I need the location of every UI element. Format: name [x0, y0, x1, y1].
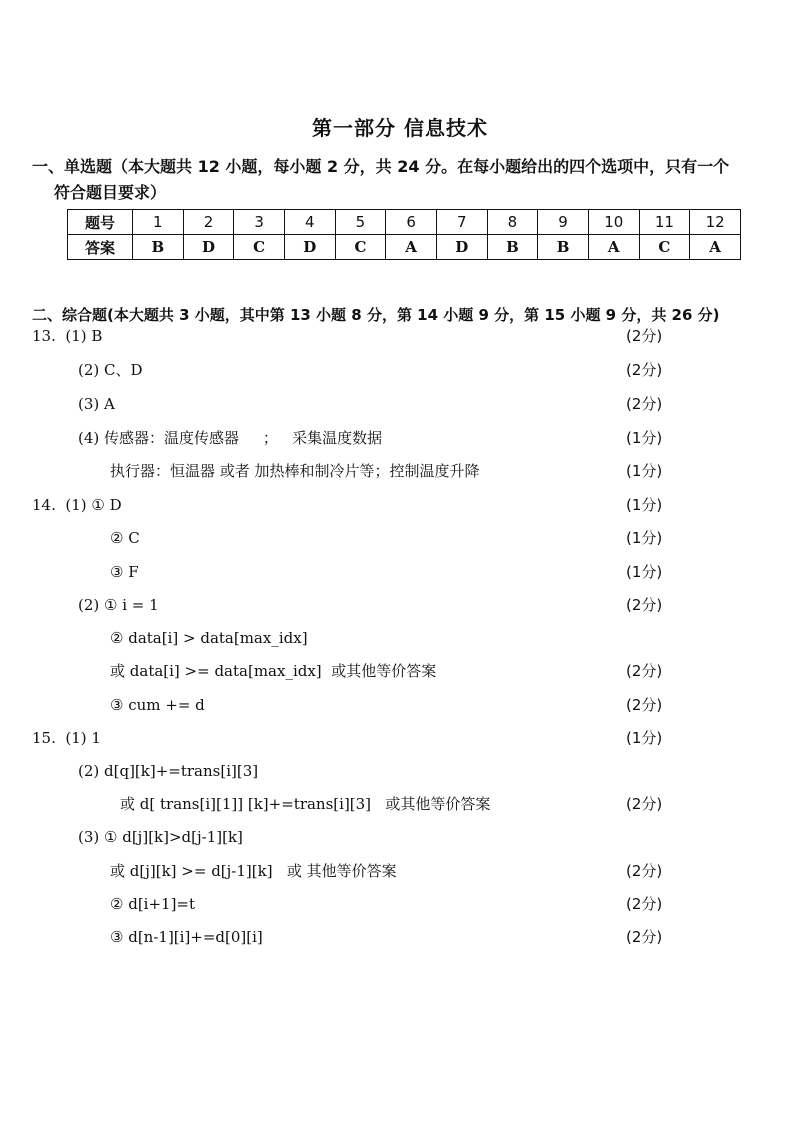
question-number: 2	[183, 210, 234, 235]
answer-line: (2) C、D	[78, 361, 143, 379]
question-number: 4	[284, 210, 335, 235]
answer-cell: B	[538, 235, 589, 260]
answer-line: (3) ① d[j][k]>d[j-1][k]	[78, 828, 243, 846]
question-number: 1	[133, 210, 184, 235]
answer-cell: D	[183, 235, 234, 260]
score-label: (1分)	[626, 529, 663, 547]
score-label: (1分)	[626, 462, 663, 480]
answer-line: 执行器：恒温器 或者 加热棒和制冷片等；控制温度升降	[110, 462, 480, 480]
question-number: 3	[234, 210, 285, 235]
answer-line: ③ F	[110, 563, 139, 581]
score-label: (1分)	[626, 429, 663, 447]
score-label: (2分)	[626, 696, 663, 714]
answer-cell: D	[284, 235, 335, 260]
question-number: 12	[690, 210, 741, 235]
answer-table	[67, 209, 741, 260]
question-number: 5	[335, 210, 386, 235]
question-number: 11	[639, 210, 690, 235]
score-label: (2分)	[626, 395, 663, 413]
row-label-answer: 答案	[68, 235, 133, 260]
answer-cell: A	[386, 235, 437, 260]
score-label: (2分)	[626, 361, 663, 379]
score-label: (1分)	[626, 563, 663, 581]
answer-line: ③ d[n-1][i]+=d[0][i]	[110, 928, 263, 946]
answer-line: (4) 传感器：温度传感器 ； 采集温度数据	[78, 429, 383, 447]
score-label: (2分)	[626, 327, 663, 345]
section1-heading-line2: 符合题目要求）	[54, 183, 167, 202]
answer-line: (2) d[q][k]+=trans[i][3]	[78, 762, 259, 780]
question-number: 9	[538, 210, 589, 235]
question-number-row	[68, 210, 741, 235]
answer-line: ② d[i+1]=t	[110, 895, 196, 913]
answer-line: (3) A	[78, 395, 115, 413]
answer-line: (2) ① i = 1	[78, 596, 159, 614]
section1-heading	[32, 154, 729, 206]
answer-line: 15. (1) 1	[32, 729, 101, 747]
question-number: 10	[588, 210, 639, 235]
answer-cell: C	[639, 235, 690, 260]
score-label: (2分)	[626, 862, 663, 880]
section2-heading: 二、综合题(本大题共 3 小题，其中第 13 小题 8 分，第 14 小题 9 分，第 15 小题 9 分，共 26 分)	[32, 306, 720, 324]
score-label: (2分)	[626, 662, 663, 680]
answer-cell: B	[133, 235, 184, 260]
score-label: (2分)	[626, 596, 663, 614]
score-label: (1分)	[626, 496, 663, 514]
answer-line: 或 d[ trans[i][1]] [k]+=trans[i][3] 或其他等价答案	[120, 795, 491, 813]
section1-heading-line1: 一、单选题（本大题共 12 小题，每小题 2 分，共 24 分。在每小题给出的四个选项中，只有一个	[32, 157, 730, 176]
answer-row	[68, 235, 741, 260]
answer-cell: C	[335, 235, 386, 260]
answer-cell: B	[487, 235, 538, 260]
row-label-number: 题号	[68, 210, 133, 235]
score-label: (2分)	[626, 928, 663, 946]
answer-cell: C	[234, 235, 285, 260]
answer-cell: D	[436, 235, 487, 260]
page-title: 第一部分 信息技术	[312, 116, 488, 140]
answer-line: ② C	[110, 529, 140, 547]
answer-line: 14. (1) ① D	[32, 496, 122, 514]
question-number: 7	[436, 210, 487, 235]
answer-cell: A	[690, 235, 741, 260]
question-number: 8	[487, 210, 538, 235]
answer-cell: A	[588, 235, 639, 260]
score-label: (1分)	[626, 729, 663, 747]
answer-line: 13. (1) B	[32, 327, 103, 345]
score-label: (2分)	[626, 895, 663, 913]
answer-line: ② data[i] > data[max_idx]	[110, 629, 308, 647]
answer-line: 或 d[j][k] >= d[j-1][k] 或 其他等价答案	[110, 862, 397, 880]
question-number: 6	[386, 210, 437, 235]
score-label: (2分)	[626, 795, 663, 813]
answer-line: 或 data[i] >= data[max_idx] 或其他等价答案	[110, 662, 437, 680]
answer-line: ③ cum += d	[110, 696, 205, 714]
